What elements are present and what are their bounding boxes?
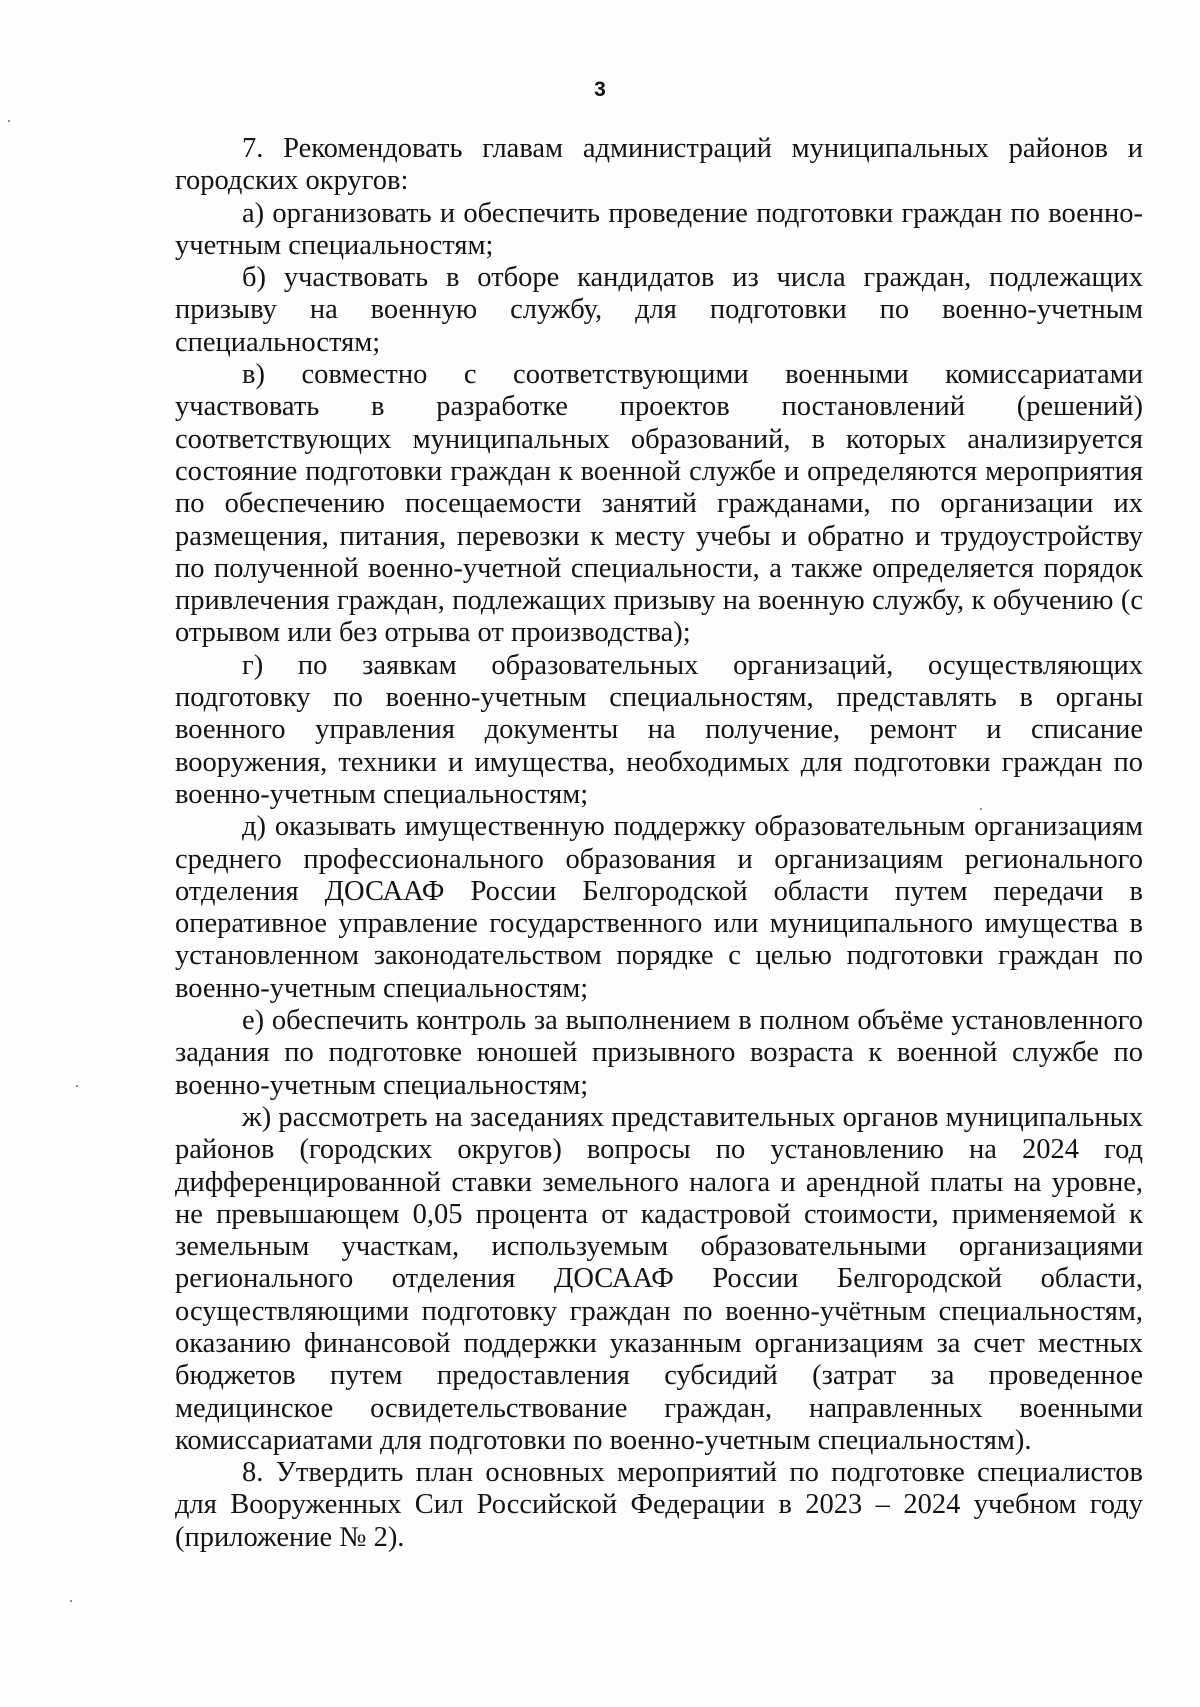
page-number: 3 [594, 78, 606, 101]
paragraph-item-8: 8. Утвердить план основных мероприятий по подготовке специалистов для Вооруженных Сил Российской Федерации в 2023 – 2024 учебном году (приложение № 2). [175, 1457, 1143, 1553]
paragraph-item-7d: д) оказывать имущественную поддержку образовательным организациям среднего профессионального образования и организациям регионального отделения ДОСААФ России Белгородской области путем передачи в оперативное управление государственного или муниципального имущества в установленном законодательством порядке с целью подготовки граждан по военно-учетным специальностям; [175, 811, 1143, 1004]
paragraph-item-7a: а) организовать и обеспечить проведение подготовки граждан по военно-учетным специальностям; [175, 197, 1143, 261]
paragraph-item-7e: е) обеспечить контроль за выполнением в полном объёме установленного задания по подготовке юношей призывного возраста к военной службе по военно-учетным специальностям; [175, 1005, 1143, 1101]
paragraph-item-7v: в) совместно с соответствующими военными комиссариатами участвовать в разработке проектов постановлений (решений) соответствующих муниципальных образований, в которых анализируется состояние подготовки граждан к военной службе и определяются мероприятия по обеспечению посещаемости занятий гражданами, по организации их размещения, питания, перевозки к месту учебы и обратно и трудоустройству по полученной военно-учетной специальности, а также определяется порядок привлечения граждан, подлежащих призыву на военную службу, к обучению (с отрывом или без отрыва от производства); [175, 359, 1143, 649]
document-body [175, 133, 1143, 1554]
paragraph-item-7: 7. Рекомендовать главам администраций муниципальных районов и городских округов: [175, 133, 1143, 197]
paragraph-item-7b: б) участвовать в отборе кандидатов из числа граждан, подлежащих призыву на военную службу, для подготовки по военно-учетным специальностям; [175, 262, 1143, 358]
scan-speck [76, 1085, 78, 1087]
scan-speck [8, 120, 10, 122]
paragraph-item-7g: г) по заявкам образовательных организаций, осуществляющих подготовку по военно-учетным специальностям, представлять в органы военного управления документы на получение, ремонт и списание вооружения, техники и имущества, необходимых для подготовки граждан по военно-учетным специальностям; [175, 649, 1143, 810]
scan-speck [70, 1600, 72, 1602]
scan-speck [980, 808, 982, 810]
paragraph-item-7zh: ж) рассмотреть на заседаниях представительных органов муниципальных районов (городских округов) вопросы по установлению на 2024 год дифференцированной ставки земельного налога и арендной платы на уровне, не превышающем 0,05 процента от кадастровой стоимости, применяемой к земельным участкам, используемым образовательными организациями регионального отделения ДОСААФ России Белгородской области, осуществляющими подготовку граждан по военно-учётным специальностям, оказанию финансовой поддержки указанным организациям за счет местных бюджетов путем предоставления субсидий (затрат за проведенное медицинское освидетельствование граждан, направленных военными комиссариатами для подготовки по военно-учетным специальностям). [175, 1101, 1143, 1456]
